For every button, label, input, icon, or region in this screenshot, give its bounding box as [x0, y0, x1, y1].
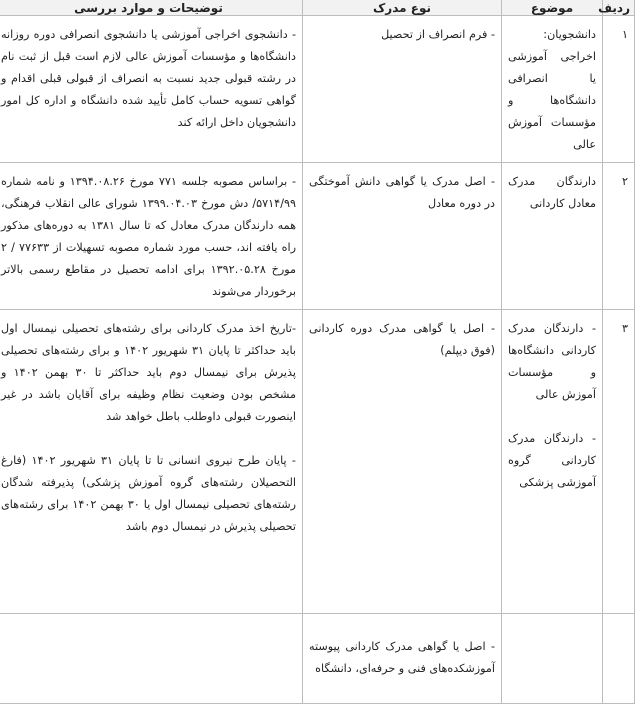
- row-number: ۳: [603, 310, 635, 614]
- row-description: - دانشجوی اخراجی آموزشی یا دانشجوی انصرافی دوره روزانه دانشگاه‌ها و مؤسسات آموزش عالی لازم است قبل از ثبت نام در رشته قبولی جدید نسبت به انصراف از قبولی قبلی اقدام و گواهی تسویه حساب کامل تأیید شده دانشگاه و اداره کل امور دانشجویان داخل ارائه کند: [0, 16, 303, 163]
- table-row: [0, 163, 635, 310]
- header-tozih: توضیحات و موارد بررسی: [0, 0, 303, 16]
- row-document-type: - اصل یا گواهی مدرک دوره کاردانی (فوق دیپلم): [303, 310, 502, 614]
- row-subject: [502, 614, 603, 704]
- subject-item: - دارندگان مدرک کاردانی دانشگاه‌ها و مؤسسات آموزش عالی: [508, 322, 596, 401]
- table-header-row: [0, 0, 635, 16]
- header-radif: ردیف: [603, 0, 635, 16]
- header-madrak: نوع مدرک: [303, 0, 502, 16]
- row-document-type: - اصل یا گواهی مدرک کاردانی پیوسته آموزشکده‌های فنی و حرفه‌ای، دانشگاه: [303, 614, 502, 704]
- header-mowzu: موضوع: [502, 0, 603, 16]
- subject-item: - دارندگان مدرک کاردانی گروه آموزشی پزشکی: [508, 432, 596, 489]
- row-subject: دانشجویان: اخراجی آموزشی یا انصرافی دانشگاه‌ها و مؤسسات آموزش عالی: [502, 16, 603, 163]
- row-description: [0, 310, 303, 614]
- row-subject: [502, 310, 603, 614]
- table-row: [0, 310, 635, 614]
- row-description: - براساس مصوبه جلسه ۷۷۱ مورخ ۱۳۹۴.۰۸.۲۶ و نامه شماره ۵۷۱۴/۹۹/ دش مورخ ۱۳۹۹.۰۴.۰۳ شورای عالی انقلاب فرهنگی، همه دارندگان مدرک معادل که تا سال ۱۳۸۱ به دوره‌های مذکور راه یافته اند، حسب مورد شماره مصوبه تسهیلات از ۷۷۶۳۳ / ۲ مورخ ۱۳۹۲.۰۵.۲۸ برای ادامه تحصیل در مقاطع رسمی بالاتر برخوردار می‌شوند: [0, 163, 303, 310]
- row-number: [603, 614, 635, 704]
- row-number: ۲: [603, 163, 635, 310]
- table-row: [0, 614, 635, 704]
- description-item: - پایان طرح نیروی انسانی تا تا پایان ۳۱ شهریور ۱۴۰۲ (فارغ التحصیلان رشته‌های گروه آموزش پزشکی) پذیرفته شدگان رشته‌های تحصیلی نیمسال اول یا ۳۰ بهمن ۱۴۰۲ برای رشته‌های تحصیلی پذیرش در نیمسال دوم باشد: [1, 454, 297, 533]
- table-row: [0, 16, 635, 163]
- row-document-type: - فرم انصراف از تحصیل: [303, 16, 502, 163]
- row-number: ۱: [603, 16, 635, 163]
- row-description: [0, 614, 303, 704]
- row-subject: دارندگان مدرک معادل کاردانی: [502, 163, 603, 310]
- description-item: -تاریخ اخذ مدرک کاردانی برای رشته‌های تحصیلی نیمسال اول باید حداکثر تا پایان ۳۱ شهریور ۱۴۰۲ و برای رشته‌های تحصیلی پذیرش برای نیمسال دوم باید حداکثر تا ۳۰ بهمن ۱۴۰۲ و مشخص بودن وضعیت نظام وظیفه برای آقایان باشد در غیر اینصورت قبولی داوطلب باطل خواهد شد: [1, 322, 297, 423]
- row-document-type: - اصل مدرک یا گواهی دانش آموختگی در دوره معادل: [303, 163, 502, 310]
